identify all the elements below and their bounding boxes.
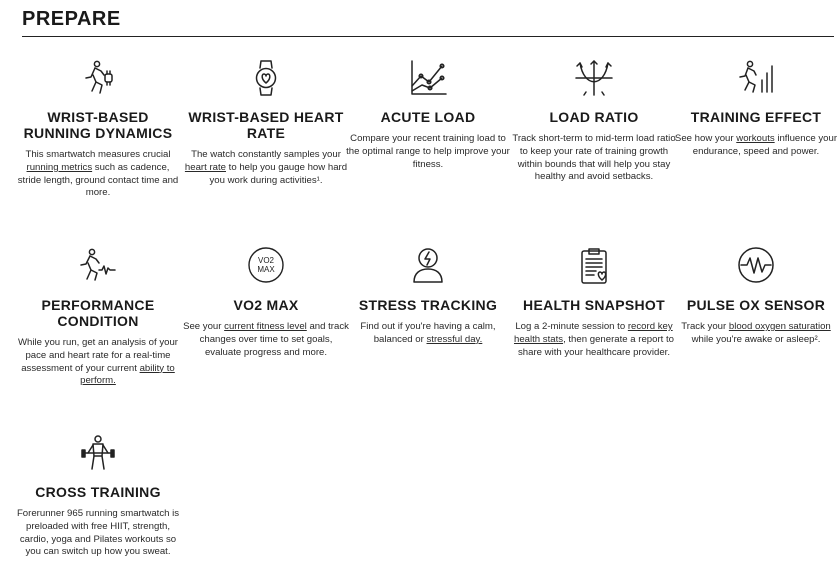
section-title: PREPARE (22, 8, 121, 30)
heart-watch-icon (182, 58, 350, 102)
svg-text:VO2: VO2 (257, 256, 275, 265)
stressful-day-link[interactable]: stressful day. (426, 333, 483, 345)
feature-card-acute-load (344, 58, 512, 171)
card-title: PERFORMANCE CONDITION (41, 297, 155, 329)
card-title: PULSE OX SENSOR (686, 297, 826, 313)
feature-card-vo2-max (182, 246, 350, 359)
card-description: Track short-term to mid-term load ratio to keep your rate of training growth within bounds that will help you stay healthy and avoid setbacks. (512, 133, 676, 183)
feature-card-health-snapshot (510, 246, 678, 359)
heart-rate-link[interactable]: heart rate (184, 161, 226, 173)
card-title: CROSS TRAINING (35, 484, 161, 500)
card-description: Track your blood oxygen saturation while you're awake or asleep². (681, 321, 831, 345)
card-description: Log a 2-minute session to record key health stats, then generate a report to share with your healthcare provider. (513, 321, 674, 358)
card-description: This smartwatch measures crucial running metrics such as cadence, stride length, ground contact time and more. (17, 149, 179, 199)
stress-person-icon (344, 246, 512, 290)
weightlifter-icon (14, 433, 182, 477)
section-header (22, 6, 834, 37)
card-title: VO2 MAX (233, 297, 299, 313)
card-description: Compare your recent training load to the optimal range to help improve your fitness. (346, 133, 510, 170)
blood-oxygen-saturation-link[interactable]: blood oxygen saturation (728, 321, 831, 332)
running-metrics-link[interactable]: running metrics (26, 161, 93, 173)
card-title: LOAD RATIO (549, 109, 639, 125)
card-description: Find out if you're having a calm, balanced or stressful day. (360, 321, 496, 345)
current-fitness-level-link[interactable]: current fitness level (224, 321, 307, 332)
card-title: HEALTH SNAPSHOT (523, 297, 665, 313)
feature-card-performance-condition (14, 246, 182, 388)
card-title: WRIST-BASED HEART RATE (188, 109, 344, 141)
card-title: WRIST-BASED RUNNING DYNAMICS (23, 109, 173, 141)
card-title: STRESS TRACKING (358, 297, 498, 313)
card-description: See how your workouts influence your endurance, speed and power. (674, 133, 838, 157)
feature-card-pulse-ox (672, 246, 840, 347)
card-title: TRAINING EFFECT (690, 109, 822, 125)
record-key-health-stats-link[interactable]: record key health stats (513, 321, 673, 345)
line-graph-icon (344, 58, 512, 102)
svg-text:MAX: MAX (257, 265, 275, 274)
runner-watch-icon (14, 58, 182, 102)
vo2max-icon (182, 246, 350, 290)
pulse-ox-icon (672, 246, 840, 290)
workouts-link[interactable]: workouts (736, 133, 775, 144)
card-description: Forerunner 965 running smartwatch is preloaded with free HIIT, strength, cardio, yoga and Pilates workouts so you can switch up how you sweat. (16, 508, 180, 558)
feature-card-cross-training (14, 433, 182, 559)
feature-card-heart-rate (182, 58, 350, 187)
card-description: See your current fitness level and track changes over time to set goals, evaluate progress and more. (183, 321, 349, 358)
feature-card-load-ratio (510, 58, 678, 184)
arrows-curve-icon (510, 58, 678, 102)
feature-card-training-effect (672, 58, 840, 159)
card-description: While you run, get an analysis of your pace and heart rate for a real-time assessment of your current ability to perform. (18, 337, 178, 387)
clipboard-heart-icon (510, 246, 678, 290)
card-description: The watch constantly samples your heart rate to help you gauge how hard you work during activities¹. (184, 149, 348, 186)
feature-card-stress-tracking (344, 246, 512, 347)
runner-bars-icon (672, 58, 840, 102)
feature-card-running-dynamics (14, 58, 182, 200)
runner-pulse-icon (14, 246, 182, 290)
ability-to-perform-link[interactable]: ability to perform. (80, 362, 175, 387)
card-title: ACUTE LOAD (380, 109, 476, 125)
